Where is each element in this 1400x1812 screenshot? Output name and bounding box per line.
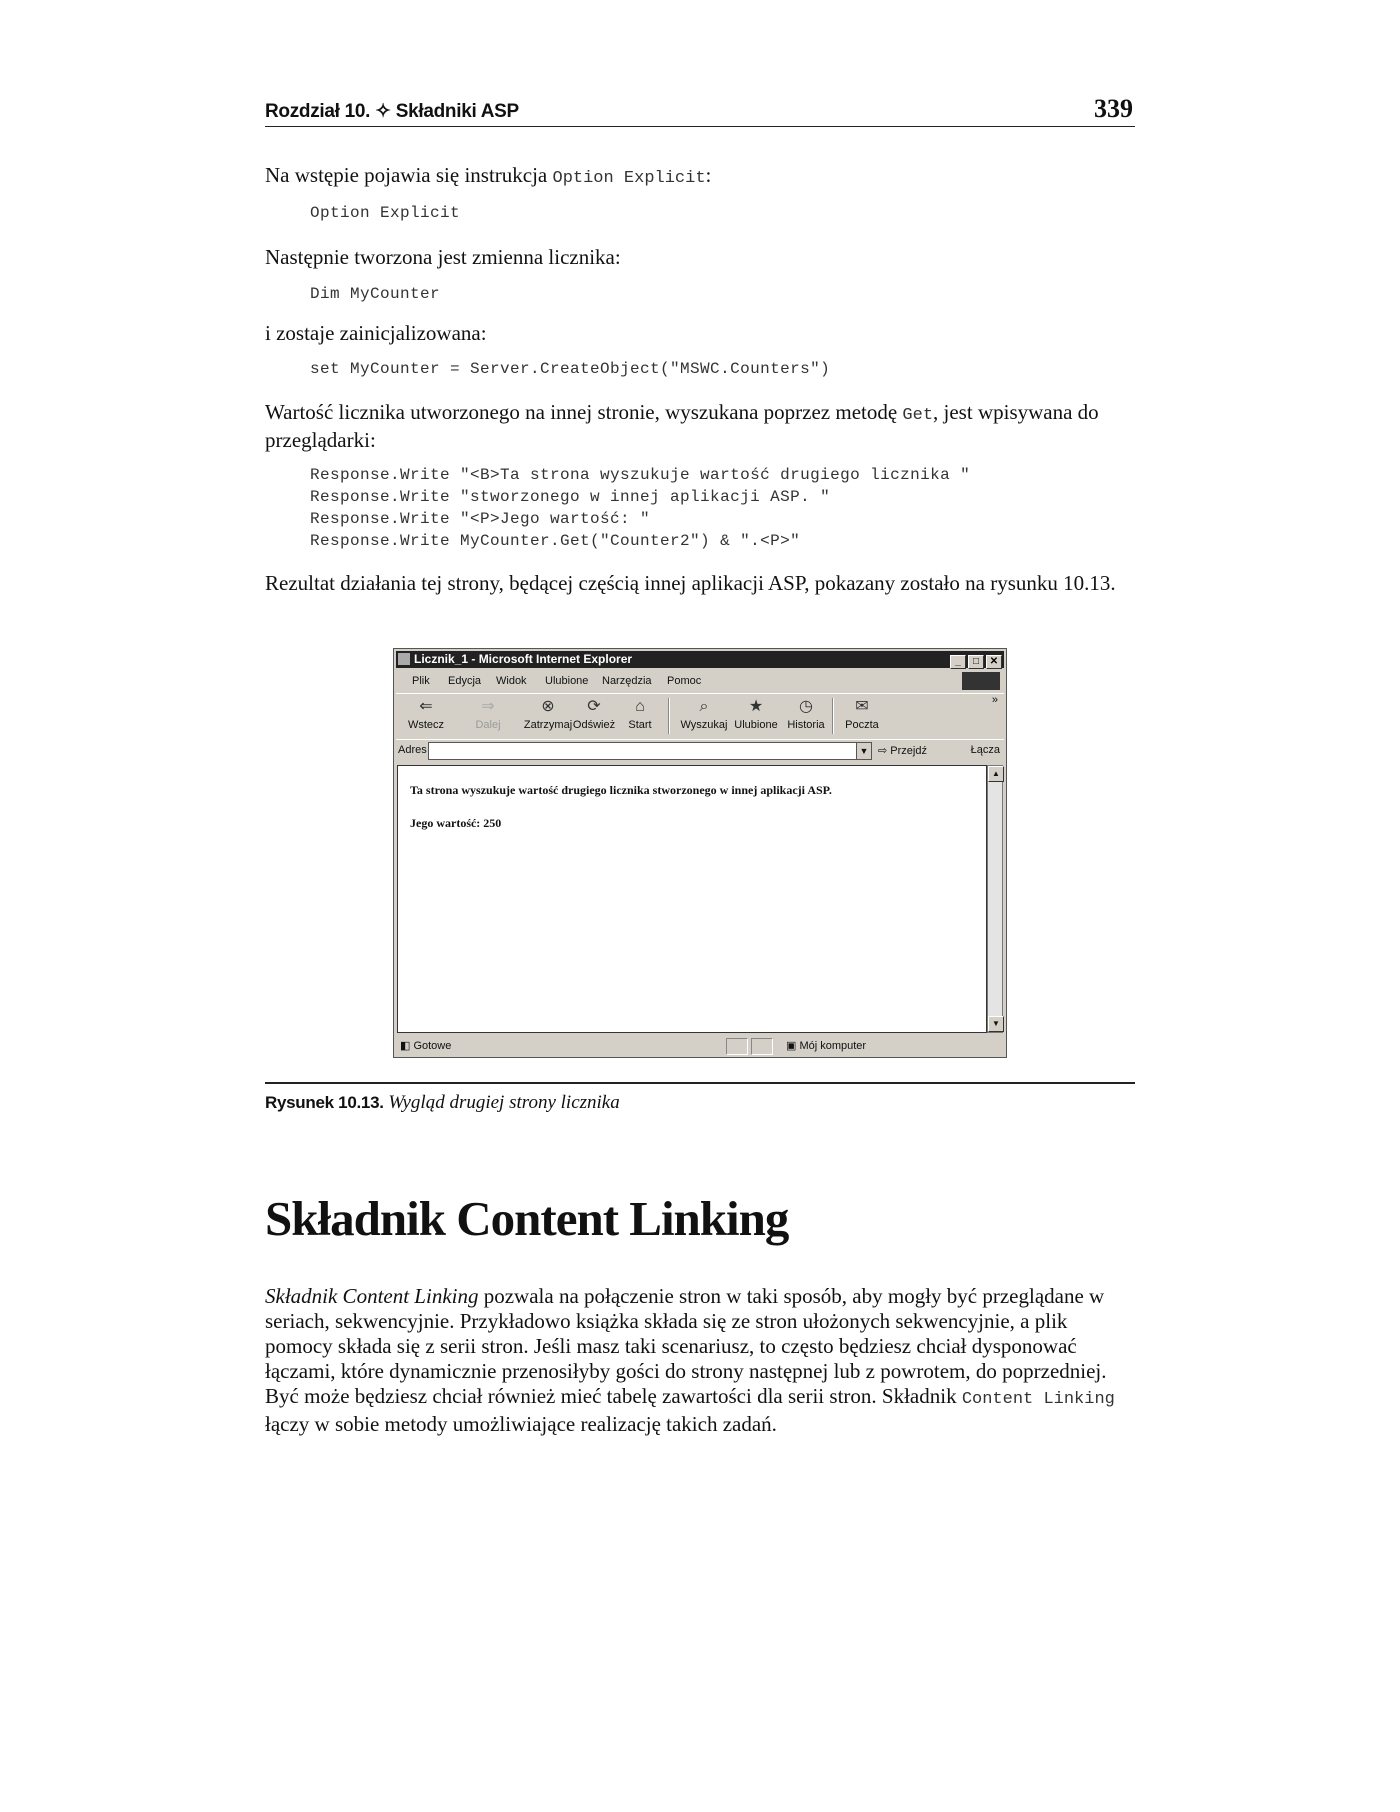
status-bar [396, 1037, 1004, 1055]
home-button[interactable]: ⌂ Start [628, 698, 652, 731]
menu-ulubione[interactable]: Ulubione [545, 675, 589, 687]
refresh-icon: ⟳ [587, 698, 601, 715]
status-text: ◧ Gotowe [400, 1040, 452, 1052]
go-button[interactable]: ⇨ Przejdź [878, 745, 927, 757]
address-bar [396, 739, 1004, 762]
code-line: Response.Write "<B>Ta strona wyszukuje wartość drugiego licznika " [310, 466, 971, 484]
window-controls [948, 653, 1002, 669]
address-input[interactable] [428, 742, 872, 760]
code-block-3: set MyCounter = Server.CreateObject("MSWC.Counters") [310, 360, 831, 378]
caption-title: Wygląd drugiej strony licznika [388, 1092, 620, 1113]
italic-term: Składnik Content Linking [265, 1284, 479, 1308]
paragraph-3: i zostaje zainicjalizowana: [265, 321, 487, 345]
mail-button[interactable]: ✉ Poczta [845, 698, 879, 731]
caption-label: Rysunek 10.13. [265, 1093, 384, 1112]
paragraph-5: Rezultat działania tej strony, będącej częścią innej aplikacji ASP, pokazany zostało na rysunku 10.13. [265, 571, 1116, 595]
paragraph-4: Wartość licznika utworzonego na innej stronie, wyszukana poprzez metodę Get, jest wpisywana do przeglądarki: [265, 400, 1099, 452]
code-block-4 [310, 464, 970, 552]
back-arrow-icon: ⇐ [419, 698, 433, 715]
vertical-scrollbar[interactable] [987, 765, 1003, 1033]
links-button[interactable]: Łącza [970, 744, 1000, 756]
stop-button[interactable]: ⊗ Zatrzymaj [523, 698, 573, 731]
inline-code: Get [902, 406, 934, 425]
forward-button[interactable]: ⇒ Dalej [475, 698, 501, 731]
close-icon[interactable]: ✕ [986, 655, 1002, 669]
status-zone: ▣ Mój komputer [786, 1040, 867, 1052]
maximize-icon[interactable]: □ [968, 655, 984, 669]
page-number: 339 [1094, 94, 1133, 123]
window-title: Licznik_1 - Microsoft Internet Explorer [414, 652, 633, 666]
history-icon: ◷ [799, 698, 813, 715]
status-pane [726, 1038, 748, 1055]
paragraph-intro: Na wstępie pojawia się instrukcja Option Explicit: [265, 163, 712, 188]
menu-plik[interactable]: Plik [412, 675, 430, 687]
search-icon: ⌕ [699, 698, 709, 715]
inline-code: Option Explicit [552, 169, 706, 188]
menu-edycja[interactable]: Edycja [448, 675, 482, 687]
address-label: Adres [398, 744, 427, 756]
title-bar [396, 651, 1004, 668]
chapter-title: Rozdział 10. ✧ Składniki ASP [265, 101, 519, 122]
windows-logo-icon [962, 672, 1000, 690]
back-button[interactable]: ⇐ Wstecz [407, 698, 445, 731]
scroll-down-icon[interactable]: ▼ [988, 1016, 1004, 1032]
home-icon: ⌂ [635, 698, 645, 715]
scroll-up-icon[interactable]: ▲ [988, 766, 1004, 782]
inline-code: Content Linking [961, 1390, 1115, 1409]
stop-icon: ⊗ [541, 698, 555, 715]
menu-bar [396, 671, 1004, 691]
menu-pomoc[interactable]: Pomoc [667, 675, 702, 687]
search-button[interactable]: ⌕ Wyszukaj [680, 698, 728, 731]
figure-rule [265, 1082, 1135, 1084]
status-pane [751, 1038, 773, 1055]
content-line-2: Jego wartość: 250 [410, 816, 502, 830]
chevron-more-icon[interactable]: » [991, 694, 998, 706]
running-head [265, 96, 1135, 127]
code-block-1: Option Explicit [310, 204, 461, 222]
ie-icon [398, 653, 410, 665]
toolbar-separator [668, 698, 670, 734]
section-heading: Składnik Content Linking [265, 1191, 789, 1246]
history-button[interactable]: ◷ Historia [787, 698, 825, 731]
favorites-button[interactable]: ★ Ulubione [734, 698, 778, 731]
toolbar [396, 693, 1004, 738]
mail-icon: ✉ [855, 698, 869, 715]
code-line: Response.Write MyCounter.Get("Counter2") & ".<P>" [310, 532, 801, 550]
code-line: Response.Write "stworzonego w innej aplikacji ASP. " [310, 488, 831, 506]
favorites-icon: ★ [748, 698, 764, 715]
code-block-2: Dim MyCounter [310, 285, 441, 303]
menu-widok[interactable]: Widok [496, 675, 527, 687]
paragraph-2: Następnie tworzona jest zmienna licznika: [265, 245, 621, 269]
figure-caption [265, 1092, 620, 1114]
browser-window [393, 648, 1007, 1058]
menu-narzedzia[interactable]: Narzędzia [602, 675, 652, 687]
paragraph-6: Składnik Content Linking pozwala na połączenie stron w taki sposób, aby mogły być przeglądane w seriach, sekwencyjnie. Przykładowo książka składa się ze stron ułożonych sekwencyjnie, a plik pomocy składa się z serii stron. Jeśli masz taki scenariusz, to często będziesz chciał dysponować łączami, które dynamicznie przenosiłyby gości do strony następnej lub z powrotem, do poprzedniej. Być może będziesz chciał również mieć tabelę zawartości dla serii stron. Składnik Content Linking łączy w sobie metody umożliwiające realizację takich zadań. [265, 1284, 1115, 1436]
content-line-1: Ta strona wyszukuje wartość drugiego licznika stworzonego w innej aplikacji ASP. [410, 783, 832, 797]
chevron-down-icon[interactable]: ▼ [856, 743, 871, 759]
minimize-icon[interactable]: _ [950, 655, 966, 669]
refresh-button[interactable]: ⟳ Odśwież [572, 698, 616, 731]
code-line: Response.Write "<P>Jego wartość: " [310, 510, 651, 528]
page-content [397, 765, 987, 1033]
forward-arrow-icon: ⇒ [481, 698, 495, 715]
